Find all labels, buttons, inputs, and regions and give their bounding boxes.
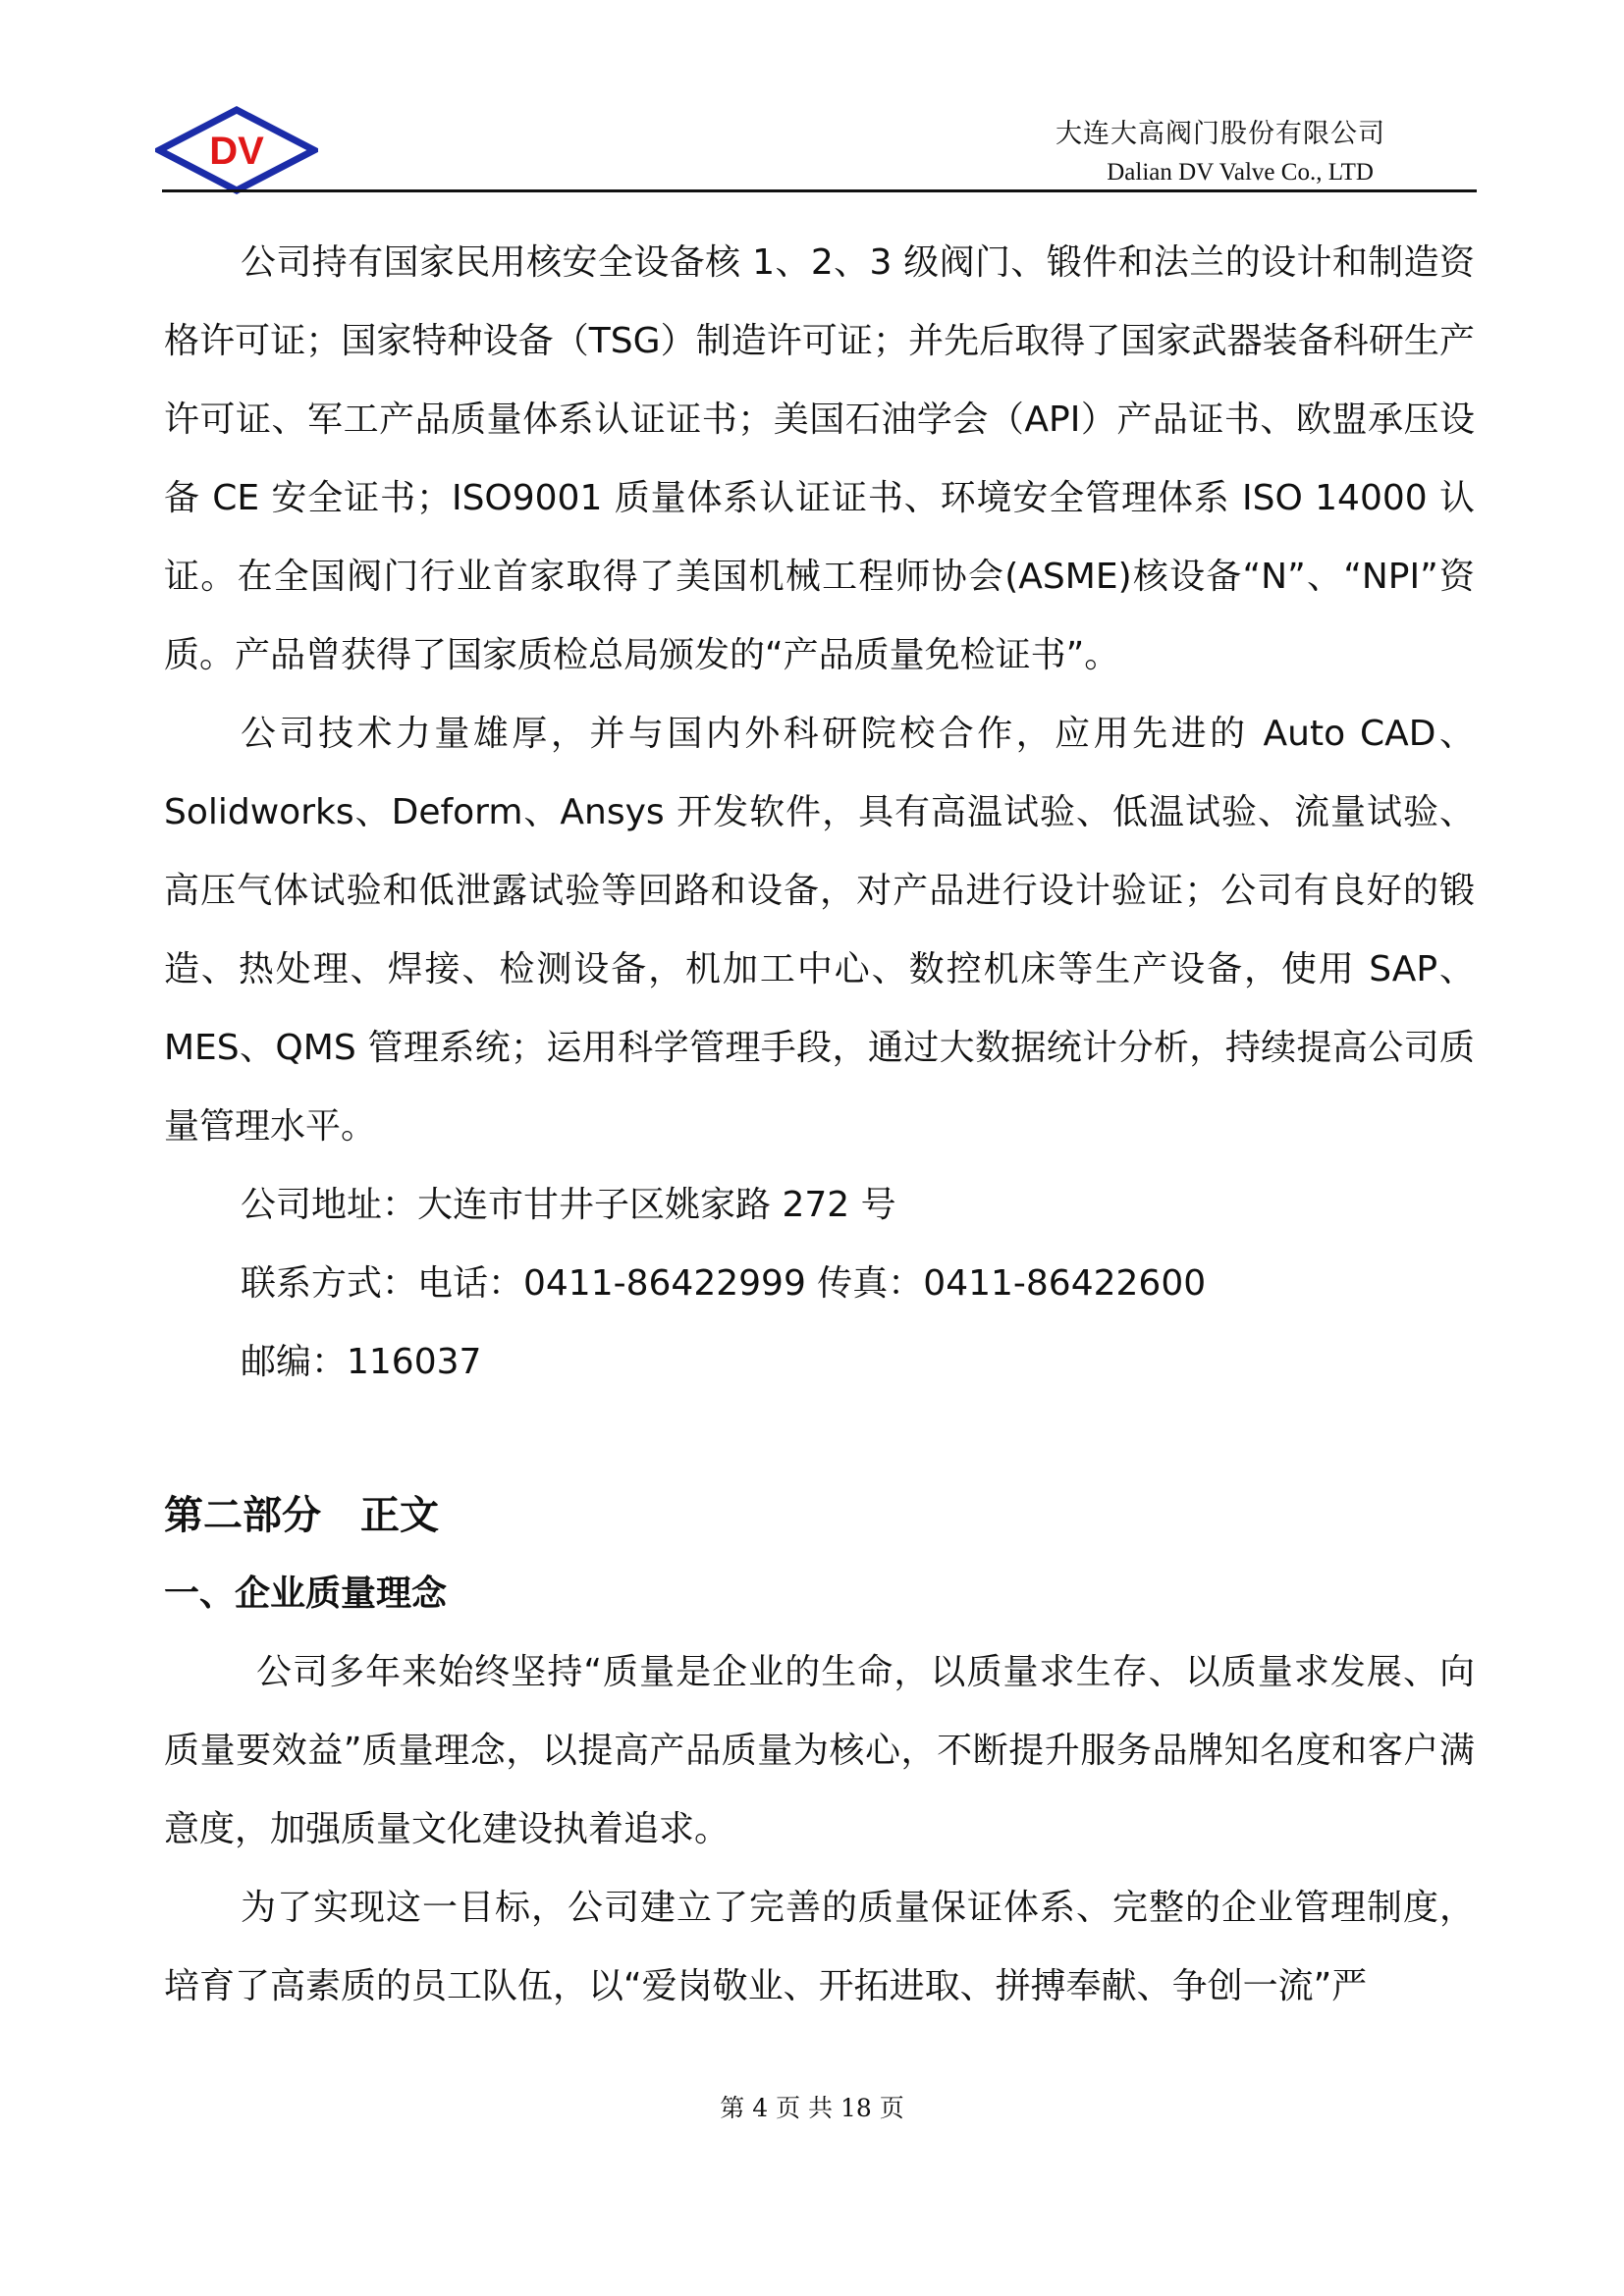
quality-paragraph-2: 为了实现这一目标，公司建立了完善的质量保证体系、完整的企业管理制度，培育了高素质的员工队伍，以“爱岗敬业、开拓进取、拼搏奉献、争创一流”严 (164, 1888, 1475, 2006)
quality-paragraph-1: 公司多年来始终坚持“质量是企业的生命，以质量求生存、以质量求发展、向质量要效益”质量理念，以提高产品质量为核心，不断提升服务品牌知名度和客户满意度，加强质量文化建设执着追求。 (164, 1652, 1475, 1849)
page-number: 第 4 页 共 18 页 (720, 2094, 904, 2122)
section-title: 一、企业质量理念 (164, 1574, 448, 1614)
dv-logo (155, 106, 318, 194)
company-name-en: Dalian DV Valve Co., LTD (1107, 159, 1374, 186)
company-name-cn: 大连大高阀门股份有限公司 (1056, 119, 1385, 149)
document-body (164, 224, 1475, 2026)
header-divider (162, 189, 1477, 192)
section-spacer (164, 1402, 1475, 1476)
part-title: 第二部分 正文 (164, 1493, 439, 1538)
logo-text: DV (209, 130, 264, 173)
intro-paragraph-2: 公司技术力量雄厚，并与国内外科研院校合作，应用先进的 Auto CAD、Solidworks、Deform、Ansys 开发软件，具有高温试验、低温试验、流量试验、高压气体试验和低泄露试验等回路和设备，对产品进行设计验证；公司有良好的锻造、热处理、焊接、检测设备，机加工中心、数控机床等生产设备，使用 SAP、MES、QMS 管理系统；运用科学管理手段，通过大数据统计分析，持续提高公司质量管理水平。 (164, 714, 1475, 1147)
company-address: 公司地址：大连市甘井子区姚家路 272 号 (241, 1185, 896, 1225)
company-postcode: 邮编：116037 (241, 1342, 482, 1382)
intro-paragraph-1: 公司持有国家民用核安全设备核 1、2、3 级阀门、锻件和法兰的设计和制造资格许可证；国家特种设备（TSG）制造许可证；并先后取得了国家武器装备科研生产许可证、军工产品质量体系认证证书；美国石油学会（API）产品证书、欧盟承压设备 CE 安全证书；ISO9001 质量体系认证证书、环境安全管理体系 ISO 14000 认证。在全国阀门行业首家取得了美国机械工程师协会(ASME)核设备“N”、“NPI”资质。产品曾获得了国家质检总局颁发的“产品质量免检证书”。 (164, 242, 1475, 675)
company-contact: 联系方式：电话：0411-86422999 传真：0411-86422600 (241, 1263, 1207, 1304)
